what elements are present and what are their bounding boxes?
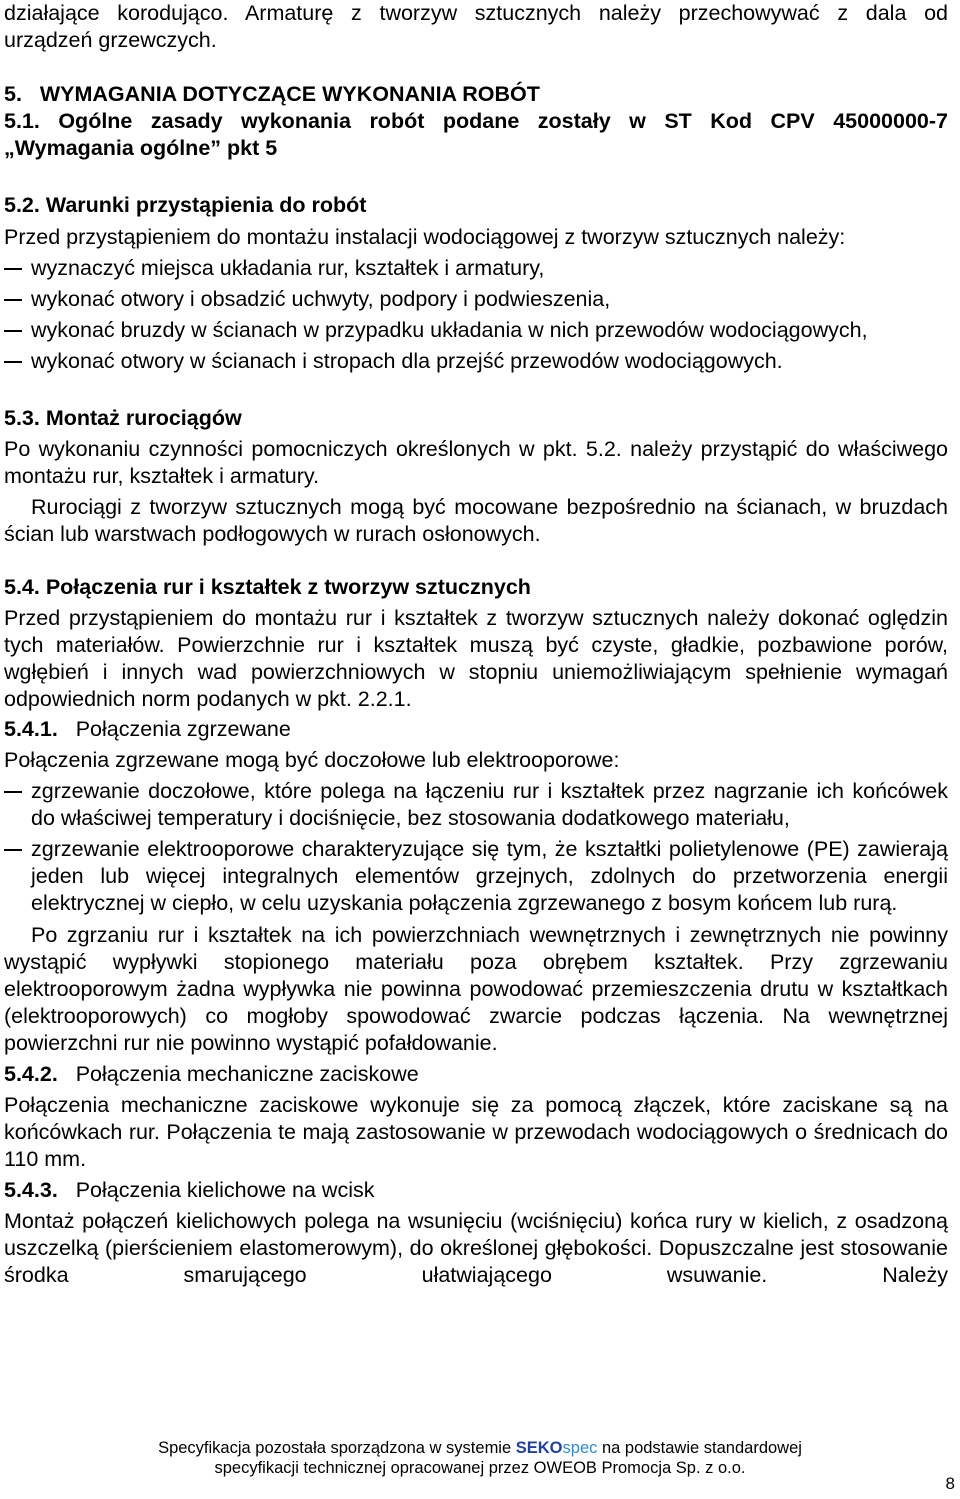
list-item: zgrzewanie elektrooporowe charakteryzujące się tym, że kształtki polietylenowe (PE) zawierają jeden lub więcej integralnych elementów grzejnych, zdolnych do przetworzenia energii elektrycznej w ciepło, w celu uzyskania połączenia zgrzewanego z bosym końcem lub rurą. — [4, 836, 948, 917]
heading-5-1-line-1: 5.1. Ogólne zasady wykonania robót podane zostały w ST Kod CPV 45000000-7 — [4, 109, 948, 133]
paragraph-5-4-1-b: Po zgrzaniu rur i kształtek na ich powierzchniach wewnętrznych i zewnętrznych nie powinny wystąpić wypływki stopionego materiału poza obrębem kształtek. Przy zgrzewaniu elektrooporowym żadna wypływka nie powinna powodować przemieszczenia drutu w kształtkach (elektrooporowych) co mogłoby spowodować zwarcie podczas łączenia. Na wewnętrznej powierzchni rur nie powinno wystąpić pofałdowanie. — [4, 923, 948, 1055]
brand-logo-part-2: spec — [562, 1439, 598, 1457]
intro-line-1: działające korodująco. Armaturę z tworzyw sztucznych należy przechowywać z dala od — [4, 1, 948, 25]
heading-5-3: 5.3. Montaż rurociągów — [4, 406, 242, 430]
paragraph-5-2: Przed przystąpieniem do montażu instalacji wodociągowej z tworzyw sztucznych należy: — [4, 225, 846, 249]
section-title: Połączenia mechaniczne zaciskowe — [75, 1062, 419, 1086]
list-item: wykonać bruzdy w ścianach w przypadku układania w nich przewodów wodociągowych, — [4, 317, 948, 344]
section-number: 5.4.1. — [4, 717, 58, 741]
list-item: wykonać otwory w ścianach i stropach dla przejść przewodów wodociągowych. — [4, 348, 948, 375]
heading-5: 5. WYMAGANIA DOTYCZĄCE WYKONANIA ROBÓT — [4, 82, 540, 106]
paragraph-5-3-1: Po wykonaniu czynności pomocniczych określonych w pkt. 5.2. należy przystąpić do właściwego montażu rur, kształtek i armatury. — [4, 437, 948, 488]
section-number: 5.4.2. — [4, 1062, 58, 1086]
footer-line-1: Specyfikacja pozostała sporządzona w systemie SEKOspec na podstawie standardowej — [158, 1439, 802, 1457]
section-title: Połączenia zgrzewane — [75, 717, 291, 741]
paragraph-5-4: Przed przystąpieniem do montażu rur i kształtek z tworzyw sztucznych należy dokonać oględzin tych materiałów. Powierzchnie rur i kształtek muszą być czyste, gładkie, pozbawione porów, wgłębień i innych wad powierzchniowych w stopniu uniemożliwiającym spełnienie wymagań odpowiednich norm podanych w pkt. 2.2.1. — [4, 606, 948, 711]
document-page — [4, 0, 948, 1289]
paragraph-5-4-3: Montaż połączeń kielichowych polega na wsunięciu (wciśnięciu) końca rury w kielich, z osadzoną uszczelką (pierścieniem elastomerowym), do określonej głębokości. Dopuszczalne jest stosowanie środka smarującego ułatwiającego wsuwanie. Należy — [4, 1209, 948, 1287]
list-item: zgrzewanie doczołowe, które polega na łączeniu rur i kształtek przez nagrzanie ich końcówek do właściwej temperatury i dociśnięcie, bez stosowania dodatkowego materiału, — [4, 778, 948, 832]
intro-line-2: urządzeń grzewczych. — [4, 28, 217, 52]
list-item: wyznaczyć miejsca układania rur, kształtek i armatury, — [4, 255, 948, 282]
paragraph-5-4-1: Połączenia zgrzewane mogą być doczołowe lub elektrooporowe: — [4, 748, 620, 772]
paragraph-5-3-2: Rurociągi z tworzyw sztucznych mogą być mocowane bezpośrednio na ścianach, w bruzdach ścian lub warstwach podłogowych w rurach osłonowych. — [4, 495, 948, 546]
footer-line-2: specyfikacji technicznej opracowanej przez OWEOB Promocja Sp. z o.o. — [214, 1459, 746, 1477]
heading-5-2: 5.2. Warunki przystąpienia do robót — [4, 193, 367, 217]
page-footer — [0, 1438, 960, 1478]
section-title: Połączenia kielichowe na wcisk — [75, 1178, 375, 1202]
heading-5-4-1 — [4, 716, 948, 743]
heading-5-4: 5.4. Połączenia rur i kształtek z tworzyw sztucznych — [4, 575, 531, 599]
brand-logo-part-1: SEKO — [515, 1439, 563, 1457]
list-item: wykonać otwory i obsadzić uchwyty, podpory i podwieszenia, — [4, 286, 948, 313]
paragraph-5-4-2: Połączenia mechaniczne zaciskowe wykonuje się za pomocą złączek, które zaciskane są na końcówkach rur. Połączenia te mają zastosowanie w przewodach wodociągowych o średnicach do 110 mm. — [4, 1093, 948, 1171]
heading-5-1-line-2: „Wymagania ogólne” pkt 5 — [4, 136, 278, 160]
page-number: 8 — [945, 1474, 955, 1493]
heading-5-4-3 — [4, 1177, 948, 1204]
heading-5-4-2 — [4, 1061, 948, 1088]
section-number: 5.4.3. — [4, 1178, 58, 1202]
